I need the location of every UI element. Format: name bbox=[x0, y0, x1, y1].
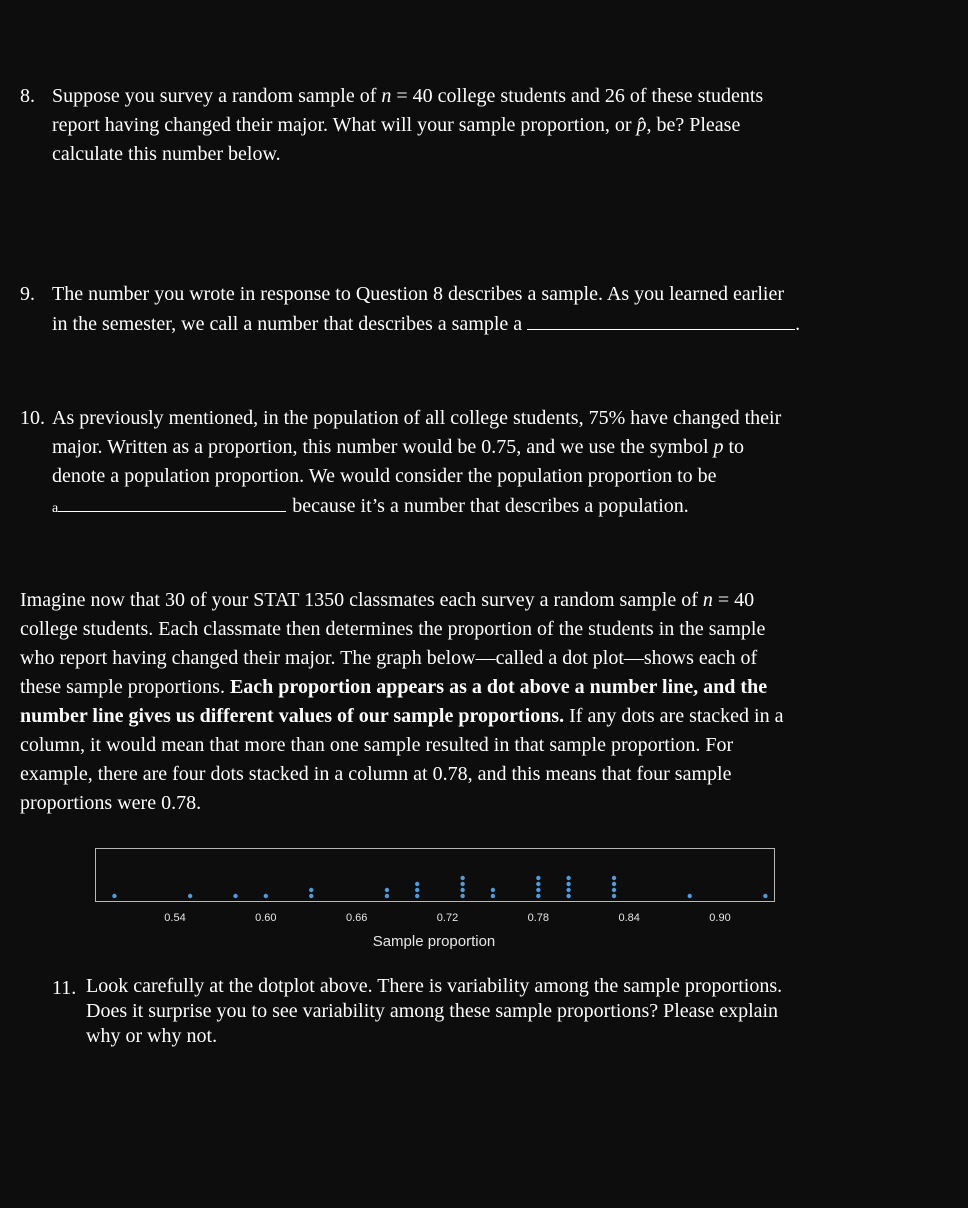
question-text-line: major. Written as a proportion, this number would be 0.75, and we use the symbol p to bbox=[52, 436, 745, 458]
question-9 bbox=[20, 280, 880, 339]
question-number: 10. bbox=[20, 407, 45, 429]
x-tick-label: 0.60 bbox=[255, 912, 277, 924]
data-dot bbox=[536, 876, 540, 880]
question-text-line: Suppose you survey a random sample of n = 40 college students and 26 of these students bbox=[52, 85, 764, 107]
question-number: 11. bbox=[52, 977, 77, 999]
dot-plot-svg bbox=[95, 848, 775, 956]
x-tick-label: 0.54 bbox=[164, 912, 186, 924]
data-dot bbox=[415, 882, 419, 886]
data-dot bbox=[612, 882, 616, 886]
data-dot bbox=[536, 888, 540, 892]
data-dot bbox=[612, 894, 616, 898]
x-tick-label: 0.66 bbox=[345, 912, 368, 924]
data-dot bbox=[188, 894, 192, 898]
question-text-line: As previously mentioned, in the population of all college students, 75% have changed their bbox=[52, 407, 782, 429]
question-8 bbox=[20, 82, 880, 169]
question-11 bbox=[52, 974, 882, 1049]
intro-paragraph: Imagine now that 30 of your STAT 1350 classmates each survey a random sample of n = 40 college students. Each classmate then determines the proportion of the students in the sample who report having changed their major. The graph below—called a dot plot—shows each of these sample proportions. Each proportion appears as a dot above a number line, and the number line gives us different values of our sample proportions. If any dots are stacked in a column, it would mean that more than one sample resulted in that sample proportion. For example, there are four dots stacked in a column at 0.78, and this means that four sample proportions were 0.78. bbox=[20, 589, 784, 814]
data-dot bbox=[566, 876, 570, 880]
data-dot bbox=[112, 894, 116, 898]
question-text-line: denote a population proportion. We would consider the population proportion to be bbox=[52, 465, 717, 487]
question-number: 8. bbox=[20, 85, 35, 107]
data-dot bbox=[763, 894, 767, 898]
data-dot bbox=[536, 894, 540, 898]
answer-blank[interactable] bbox=[527, 309, 795, 330]
x-tick-label: 0.84 bbox=[618, 912, 640, 924]
data-dot bbox=[612, 888, 616, 892]
data-dot bbox=[688, 894, 692, 898]
data-dot bbox=[233, 894, 237, 898]
question-text-line: a because it’s a number that describes a population. bbox=[52, 491, 880, 523]
dot-plot bbox=[95, 848, 775, 956]
data-dot bbox=[536, 882, 540, 886]
data-dot bbox=[491, 894, 495, 898]
data-dot bbox=[460, 888, 464, 892]
data-dot bbox=[385, 894, 389, 898]
data-dot bbox=[460, 882, 464, 886]
question-text-line: why or why not. bbox=[86, 1025, 218, 1047]
data-dot bbox=[415, 894, 419, 898]
answer-blank[interactable] bbox=[58, 491, 286, 512]
question-text-line: The number you wrote in response to Question 8 describes a sample. As you learned earlier bbox=[52, 283, 785, 305]
question-text-line: report having changed their major. What will your sample proportion, or p̂, be? Please bbox=[52, 114, 741, 136]
data-dot bbox=[264, 894, 268, 898]
data-dot bbox=[309, 894, 313, 898]
data-dot bbox=[385, 888, 389, 892]
question-text-line: calculate this number below. bbox=[52, 143, 281, 165]
data-dot bbox=[460, 876, 464, 880]
x-tick-label: 0.90 bbox=[709, 912, 731, 924]
data-dot bbox=[491, 888, 495, 892]
question-10 bbox=[20, 404, 880, 523]
data-dot bbox=[566, 888, 570, 892]
x-axis-title: Sample proportion bbox=[372, 933, 496, 950]
x-tick-label: 0.72 bbox=[436, 912, 459, 924]
data-dot bbox=[566, 882, 570, 886]
question-text-line: Look carefully at the dotplot above. There is variability among the sample proportions. bbox=[86, 975, 783, 997]
data-dot bbox=[460, 894, 464, 898]
question-text-line: in the semester, we call a number that describes a sample a . bbox=[52, 309, 880, 339]
data-dot bbox=[415, 888, 419, 892]
data-dot bbox=[612, 876, 616, 880]
plot-frame bbox=[96, 849, 775, 902]
data-dot bbox=[309, 888, 313, 892]
data-dot bbox=[566, 894, 570, 898]
question-text-line: Does it surprise you to see variability among these sample proportions? Please explain bbox=[86, 1000, 779, 1022]
x-tick-label: 0.78 bbox=[527, 912, 550, 924]
question-number: 9. bbox=[20, 283, 35, 305]
